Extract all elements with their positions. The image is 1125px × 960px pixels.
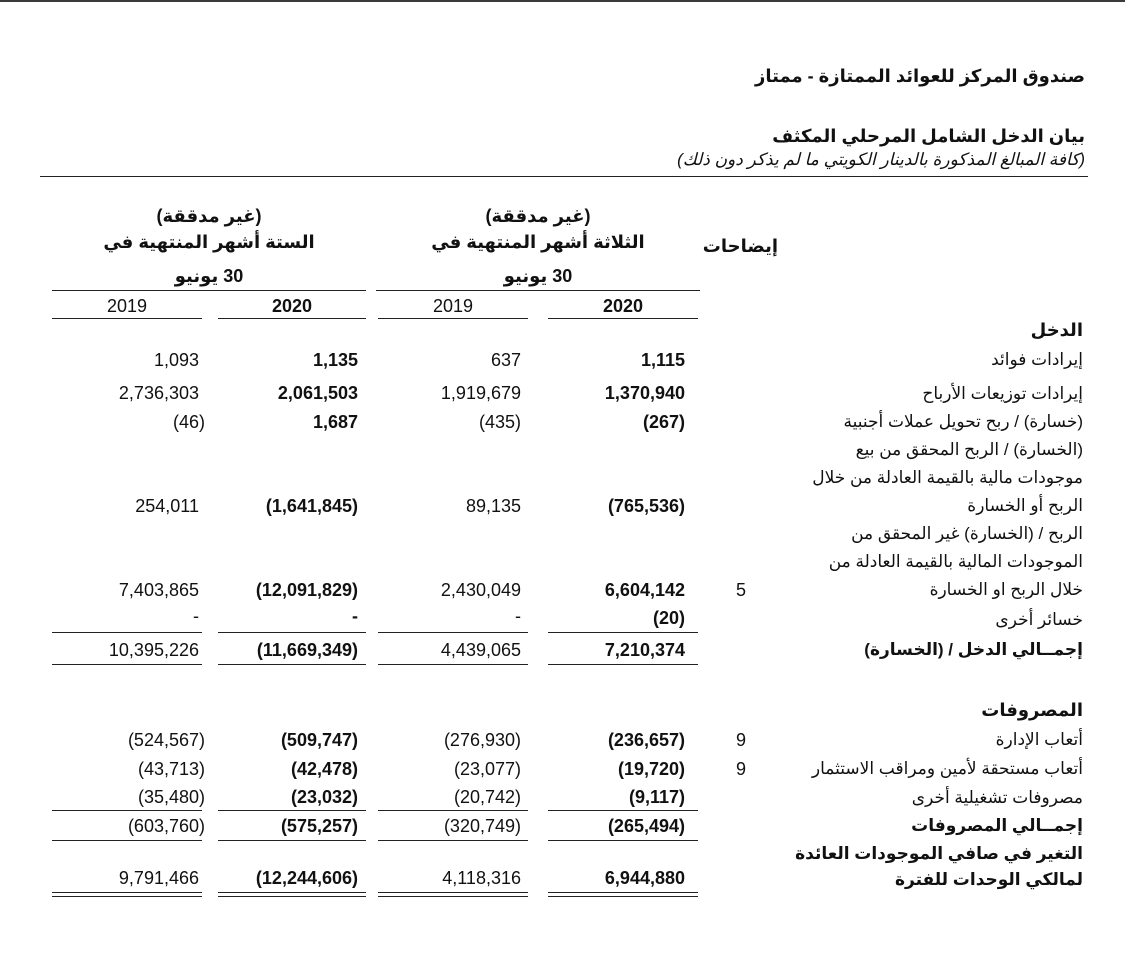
col3-double-rule bbox=[218, 892, 366, 897]
label-dividends: إيرادات توزيعات الأرباح bbox=[922, 384, 1083, 403]
label-realized-1: (الخسارة) / الربح المحقق من بيع bbox=[855, 440, 1083, 459]
col4-header-rule bbox=[52, 318, 202, 319]
period-3m-date: 30 يونيو bbox=[503, 266, 573, 286]
fx-6m-2019: (46) bbox=[172, 412, 205, 432]
col1-exp-total-rule bbox=[548, 840, 698, 841]
total-expenses-3m-2019: (320,749) bbox=[443, 816, 521, 836]
year-3m-2020: 2020 bbox=[602, 296, 644, 316]
col4-total-rule bbox=[52, 664, 202, 665]
label-realized-2: موجودات مالية بالقيمة العادلة من خلال bbox=[812, 468, 1083, 487]
col1-total-rule bbox=[548, 664, 698, 665]
unrealized-6m-2019: 7,403,865 bbox=[118, 580, 199, 600]
net-change-6m-2019: 9,791,466 bbox=[118, 868, 199, 888]
col4-subtotal-rule bbox=[52, 632, 202, 633]
other-opex-6m-2020: (23,032) bbox=[290, 787, 358, 807]
fx-3m-2019: (435) bbox=[478, 412, 521, 432]
net-change-3m-2019: 4,118,316 bbox=[442, 868, 521, 888]
notes-header: إيضاحات bbox=[702, 236, 778, 256]
interest-3m-2020: 1,115 bbox=[640, 350, 685, 370]
mgmt-fees-6m-2020: (509,747) bbox=[280, 730, 358, 750]
col3-exp-rule bbox=[218, 810, 366, 811]
label-other-opex: مصروفات تشغيلية أخرى bbox=[911, 788, 1083, 807]
interest-6m-2020: 1,135 bbox=[312, 350, 358, 370]
unrealized-3m-2019: 2,430,049 bbox=[440, 580, 521, 600]
col2-total-rule bbox=[378, 664, 528, 665]
period-6m-rule bbox=[52, 290, 366, 291]
mgmt-fees-3m-2020: (236,657) bbox=[607, 730, 685, 750]
col3-header-rule bbox=[218, 318, 366, 319]
total-expenses-6m-2020: (575,257) bbox=[280, 816, 358, 836]
custodian-fees-6m-2020: (42,478) bbox=[290, 759, 358, 779]
fund-name: صندوق المركز للعوائد الممتازة - ممتاز bbox=[755, 66, 1085, 86]
year-6m-2019: 2019 bbox=[106, 296, 148, 316]
period-6m-label: الستة أشهر المنتهية في bbox=[103, 232, 315, 252]
title-rule bbox=[40, 176, 1088, 177]
expenses-heading: المصروفات bbox=[981, 700, 1083, 720]
other-losses-6m-2020: - bbox=[352, 606, 358, 626]
net-change-3m-2020: 6,944,880 bbox=[604, 868, 685, 888]
mgmt-fees-6m-2019: (524,567) bbox=[127, 730, 205, 750]
col2-exp-total-rule bbox=[378, 840, 528, 841]
label-net-change-1: التغير في صافي الموجودات العائدة bbox=[795, 844, 1083, 863]
statement-title: بيان الدخل الشامل المرحلي المكثف bbox=[772, 126, 1085, 146]
other-opex-3m-2020: (9,117) bbox=[628, 787, 685, 807]
dividends-6m-2019: 2,736,303 bbox=[118, 383, 199, 403]
dividends-3m-2019: 1,919,679 bbox=[440, 383, 521, 403]
col4-exp-rule bbox=[52, 810, 202, 811]
col2-exp-rule bbox=[378, 810, 528, 811]
period-3m-audit: (غير مدققة) bbox=[485, 206, 591, 226]
total-expenses-6m-2019: (603,760) bbox=[127, 816, 205, 836]
other-opex-6m-2019: (35,480) bbox=[137, 787, 205, 807]
other-losses-3m-2019: - bbox=[515, 606, 521, 626]
note-mgmt-fees: 9 bbox=[735, 730, 746, 750]
period-6m-audit: (غير مدققة) bbox=[156, 206, 262, 226]
fx-6m-2020: 1,687 bbox=[312, 412, 358, 432]
dividends-6m-2020: 2,061,503 bbox=[277, 383, 358, 403]
period-3m-rule bbox=[376, 290, 700, 291]
label-mgmt-fees: أتعاب الإدارة bbox=[995, 730, 1083, 749]
col1-double-rule bbox=[548, 892, 698, 897]
col1-header-rule bbox=[548, 318, 698, 319]
realized-3m-2019: 89,135 bbox=[465, 496, 521, 516]
label-custodian-fees: أتعاب مستحقة لأمين ومراقب الاستثمار bbox=[811, 759, 1083, 778]
label-total-income: إجمــالي الدخل / (الخسارة) bbox=[864, 640, 1083, 659]
interest-3m-2019: 637 bbox=[490, 350, 521, 370]
other-losses-6m-2019: - bbox=[193, 606, 199, 626]
other-opex-3m-2019: (20,742) bbox=[453, 787, 521, 807]
col4-exp-total-rule bbox=[52, 840, 202, 841]
label-realized-3: الربح أو الخسارة bbox=[967, 496, 1083, 515]
total-income-6m-2020: (11,669,349) bbox=[256, 640, 358, 660]
label-unrealized-3: خلال الربح او الخسارة bbox=[929, 580, 1083, 599]
col2-header-rule bbox=[378, 318, 528, 319]
label-net-change-2: لمالكي الوحدات للفترة bbox=[894, 870, 1083, 889]
total-income-3m-2019: 4,439,065 bbox=[440, 640, 521, 660]
total-income-6m-2019: 10,395,226 bbox=[108, 640, 199, 660]
period-3m-label: الثلاثة أشهر المنتهية في bbox=[431, 232, 645, 252]
col3-total-rule bbox=[218, 664, 366, 665]
label-unrealized-2: الموجودات المالية بالقيمة العادلة من bbox=[828, 552, 1083, 571]
col2-double-rule bbox=[378, 892, 528, 897]
income-heading: الدخل bbox=[1030, 320, 1083, 340]
col1-exp-rule bbox=[548, 810, 698, 811]
mgmt-fees-3m-2019: (276,930) bbox=[443, 730, 521, 750]
unrealized-6m-2020: (12,091,829) bbox=[255, 580, 358, 600]
label-unrealized-1: الربح / (الخسارة) غير المحقق من bbox=[851, 524, 1083, 543]
label-total-expenses: إجمــالي المصروفات bbox=[911, 816, 1083, 835]
realized-3m-2020: (765,536) bbox=[607, 496, 685, 516]
label-interest: إيرادات فوائد bbox=[991, 350, 1083, 369]
col3-subtotal-rule bbox=[218, 632, 366, 633]
col2-subtotal-rule bbox=[378, 632, 528, 633]
currency-note: (كافة المبالغ المذكورة بالدينار الكويتي ما لم يذكر دون ذلك) bbox=[677, 150, 1085, 169]
custodian-fees-3m-2020: (19,720) bbox=[617, 759, 685, 779]
note-custodian-fees: 9 bbox=[735, 759, 746, 779]
total-expenses-3m-2020: (265,494) bbox=[607, 816, 685, 836]
label-fx: (خسارة) / ربح تحويل عملات أجنبية bbox=[843, 412, 1083, 431]
col3-exp-total-rule bbox=[218, 840, 366, 841]
fx-3m-2020: (267) bbox=[642, 412, 685, 432]
top-border bbox=[0, 0, 1125, 2]
year-3m-2019: 2019 bbox=[432, 296, 474, 316]
label-other-losses: خسائر أخرى bbox=[995, 610, 1083, 629]
col1-subtotal-rule bbox=[548, 632, 698, 633]
period-6m-date: 30 يونيو bbox=[174, 266, 244, 286]
note-unrealized: 5 bbox=[735, 580, 746, 600]
other-losses-3m-2020: (20) bbox=[652, 608, 685, 628]
realized-6m-2019: 254,011 bbox=[135, 496, 199, 516]
custodian-fees-3m-2019: (23,077) bbox=[453, 759, 521, 779]
dividends-3m-2020: 1,370,940 bbox=[604, 383, 685, 403]
interest-6m-2019: 1,093 bbox=[153, 350, 199, 370]
col4-double-rule bbox=[52, 892, 202, 897]
unrealized-3m-2020: 6,604,142 bbox=[604, 580, 685, 600]
realized-6m-2020: (1,641,845) bbox=[265, 496, 358, 516]
net-change-6m-2020: (12,244,606) bbox=[255, 868, 358, 888]
total-income-3m-2020: 7,210,374 bbox=[604, 640, 685, 660]
year-6m-2020: 2020 bbox=[271, 296, 313, 316]
custodian-fees-6m-2019: (43,713) bbox=[137, 759, 205, 779]
